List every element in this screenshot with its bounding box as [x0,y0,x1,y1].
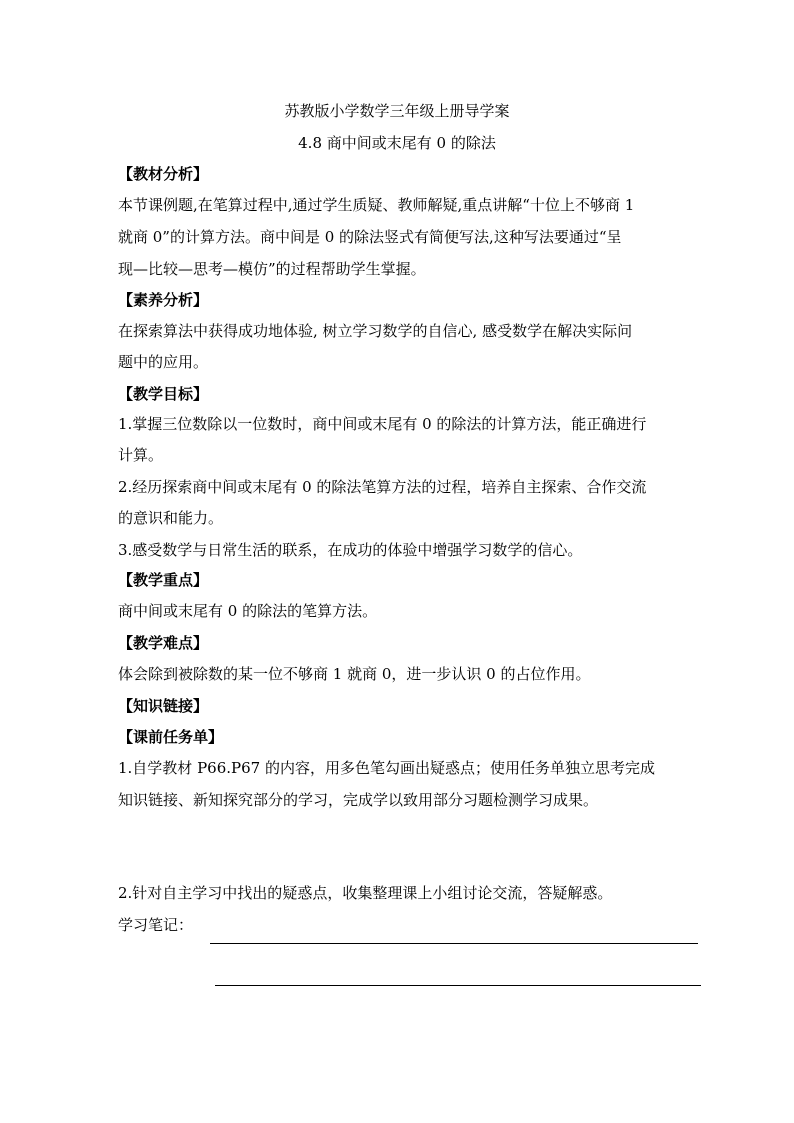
lesson-subtitle: 4.8 商中间或末尾有 0 的除法 [298,134,496,152]
section-heading-textbook-analysis: 【教材分析】 [118,165,209,183]
section-heading-pre-class-tasks: 【课前任务单】 [118,728,224,746]
objective-line-4: 的意识和能力。 [118,509,224,527]
notes-write-line-2[interactable] [215,985,701,986]
objective-line-3: 2.经历探索商中间或末尾有 0 的除法笔算方法的过程，培养自主探索、合作交流 [118,478,647,496]
study-notes-label: 学习笔记： [118,916,194,934]
competency-analysis-line-2: 题中的应用。 [118,353,209,371]
textbook-analysis-line-3: 现—比较—思考—模仿”的过程帮助学生掌握。 [118,260,426,278]
textbook-analysis-line-1: 本节课例题,在笔算过程中,通过学生质疑、教师解疑,重点讲解“十位上不够商 1 [118,196,635,214]
key-points-line-1: 商中间或末尾有 0 的除法的笔算方法。 [118,602,378,620]
task-line-2: 知识链接、新知探究部分的学习，完成学以致用部分习题检测学习成果。 [118,791,599,809]
objective-line-2: 计算。 [118,446,164,464]
task-line-1: 1.自学教材 P66.P67 的内容，用多色笔勾画出疑惑点；使用任务单独立思考完成 [118,759,655,777]
notes-write-line-1[interactable] [210,943,698,944]
section-heading-key-points: 【教学重点】 [118,571,209,589]
section-heading-knowledge-link: 【知识链接】 [118,697,209,715]
difficulties-line-1: 体会除到被除数的某一位不够商 1 就商 0，进一步认识 0 的占位作用。 [118,665,591,683]
section-heading-competency-analysis: 【素养分析】 [118,291,209,309]
objective-line-5: 3.感受数学与日常生活的联系，在成功的体验中增强学习数学的信心。 [118,541,583,559]
competency-analysis-line-1: 在探索算法中获得成功地体验, 树立学习数学的自信心, 感受数学在解决实际问 [118,322,633,340]
section-heading-difficulties: 【教学难点】 [118,634,209,652]
page-title: 苏教版小学数学三年级上册导学案 [284,102,510,120]
task-line-3: 2.针对自主学习中找出的疑惑点，收集整理课上小组讨论交流，答疑解惑。 [118,884,613,902]
textbook-analysis-line-2: 就商 0”的计算方法。商中间是 0 的除法竖式有简便写法,这种写法要通过“呈 [118,228,622,246]
section-heading-teaching-objectives: 【教学目标】 [118,385,209,403]
objective-line-1: 1.掌握三位数除以一位数时，商中间或末尾有 0 的除法的计算方法，能正确进行 [118,415,647,433]
